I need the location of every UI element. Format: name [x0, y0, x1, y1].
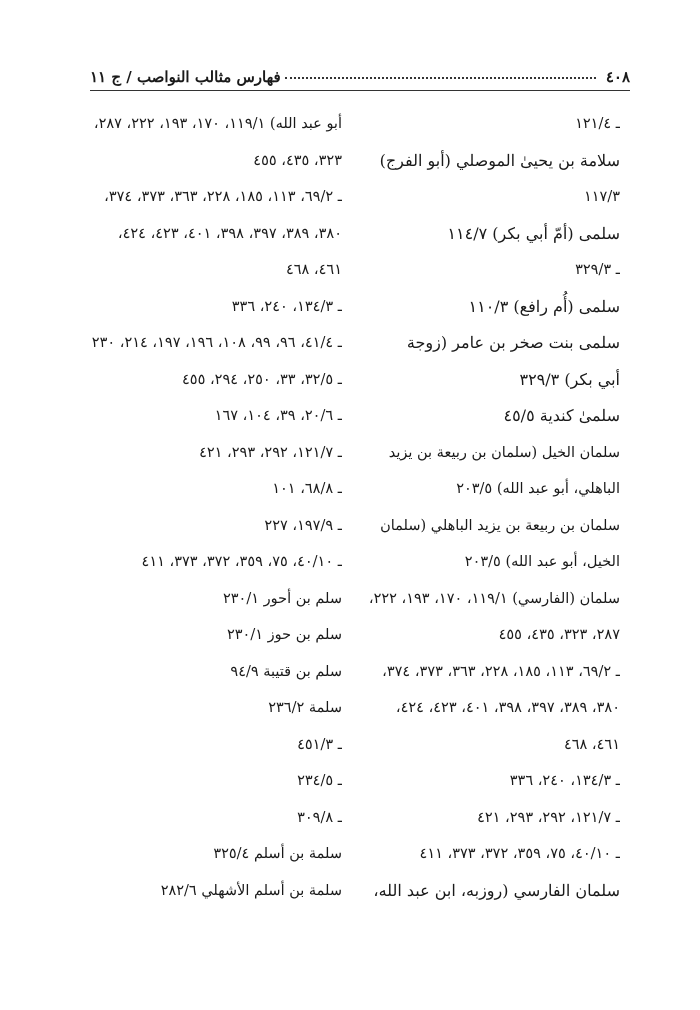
- index-line: ـ ٢٠/٦، ٣٩، ١٠٤، ١٦٧: [214, 408, 342, 424]
- index-line: سلمان الخيل (سلمان بن ربيعة بن يزيد: [388, 444, 620, 461]
- index-line: أبي بكر) ٣٢٩/٣: [519, 369, 620, 389]
- left-column: [92, 106, 342, 909]
- index-line: سلمىٰ كندية ٤٥/٥: [503, 406, 620, 425]
- index-line: سلم بن قتيبة ٩٤/٩: [230, 663, 342, 680]
- index-line: ـ ٤٥١/٣: [297, 736, 342, 753]
- index-line: سلمة بن أسلم ٣٢٥/٤: [213, 846, 342, 862]
- index-line: سلمى (أمّ أبي بكر) ١١٤/٧: [447, 223, 620, 243]
- index-line: ـ ٦٩/٢، ١١٣، ١٨٥، ٢٢٨، ٣٦٣، ٣٧٣، ٣٧٤،: [382, 663, 620, 680]
- index-line: ـ ٦٩/٢، ١١٣، ١٨٥، ٢٢٨، ٣٦٣، ٣٧٣، ٣٧٤،: [104, 189, 342, 205]
- index-line: ـ ١٩٧/٩، ٢٢٧: [264, 517, 342, 534]
- index-line: ٣٨٠، ٣٨٩، ٣٩٧، ٣٩٨، ٤٠١، ٤٢٣، ٤٢٤،: [395, 700, 620, 716]
- index-line: الباهلي، أبو عبد الله) ٢٠٣/٥: [456, 481, 620, 497]
- index-line: ٣٨٠، ٣٨٩، ٣٩٧، ٣٩٨، ٤٠١، ٤٢٣، ٤٢٤،: [117, 225, 342, 242]
- index-line: ـ ٤١/٤، ٩٦، ٩٩، ١٠٨، ١٩٦، ١٩٧، ٢١٤، ٢٣٠: [92, 335, 342, 351]
- running-title: فهارس مثالب النواصب / ج ١١: [90, 68, 281, 86]
- index-line: الخيل، أبو عبد الله) ٢٠٣/٥: [464, 554, 620, 570]
- index-line: ٤٦١، ٤٦٨: [563, 736, 620, 753]
- index-line: سلمى (أُم رافع) ١١٠/٣: [468, 296, 620, 316]
- index-line: سلامة بن يحيىٰ الموصلي (أبو الفرج): [379, 150, 620, 170]
- index-line: سلم بن أحور ٢٣٠/١: [222, 590, 342, 607]
- index-line: ١١٧/٣: [583, 189, 620, 205]
- index-line: ـ ١٢١/٤: [575, 116, 620, 132]
- index-line: سلمى بنت صخر بن عامر (زوجة: [406, 333, 620, 352]
- index-line: ـ ١٢١/٧، ٢٩٢، ٢٩٣، ٤٢١: [477, 809, 620, 826]
- index-line: ٤٦١، ٤٦٨: [285, 262, 342, 278]
- right-column: [358, 106, 620, 909]
- index-line: ـ ١٣٤/٣، ٢٤٠، ٣٣٦: [509, 773, 620, 789]
- leader-dots: [285, 77, 596, 79]
- index-line: سلمة بن أسلم الأشهلي ٢٨٢/٦: [160, 882, 342, 899]
- index-line: ـ ٤٠/١٠، ٧٥، ٣٥٩، ٣٧٢، ٣٧٣، ٤١١: [419, 846, 620, 862]
- index-line: سلمان (الفارسي) ١١٩/١، ١٧٠، ١٩٣، ٢٢٢،: [368, 590, 620, 607]
- index-line: ـ ٣٢/٥، ٣٣، ٢٥٠، ٢٩٤، ٤٥٥: [182, 371, 342, 388]
- index-line: ـ ٣٢٩/٣: [575, 262, 620, 278]
- index-line: ٣٢٣، ٤٣٥، ٤٥٥: [253, 152, 342, 169]
- index-line: سلمان بن ربيعة بن يزيد الباهلي (سلمان: [380, 517, 620, 534]
- index-line: أبو عبد الله) ١١٩/١، ١٧٠، ١٩٣، ٢٢٢، ٢٨٧،: [93, 116, 342, 132]
- index-line: ـ ٦٨/٨، ١٠١: [272, 481, 342, 497]
- index-line: ٢٨٧، ٣٢٣، ٤٣٥، ٤٥٥: [498, 627, 620, 643]
- index-line: ـ ٣٠٩/٨: [297, 809, 342, 826]
- index-line: سلمان الفارسي (روزبه، ابن عبد الله،: [373, 880, 620, 900]
- index-line: ـ ١٣٤/٣، ٢٤٠، ٣٣٦: [231, 298, 342, 315]
- index-line: ـ ٤٠/١٠، ٧٥، ٣٥٩، ٣٧٢، ٣٧٣، ٤١١: [141, 554, 342, 570]
- page-number: ٤٠٨: [605, 68, 630, 86]
- index-line: سلم بن حوز ٢٣٠/١: [226, 627, 342, 643]
- header-rule: [90, 90, 630, 91]
- page-header: [90, 58, 630, 86]
- index-line: سلمة ٢٣٦/٢: [268, 700, 342, 716]
- index-line: ـ ١٢١/٧، ٢٩٢، ٢٩٣، ٤٢١: [199, 444, 342, 461]
- index-line: ـ ٢٣٤/٥: [297, 773, 342, 789]
